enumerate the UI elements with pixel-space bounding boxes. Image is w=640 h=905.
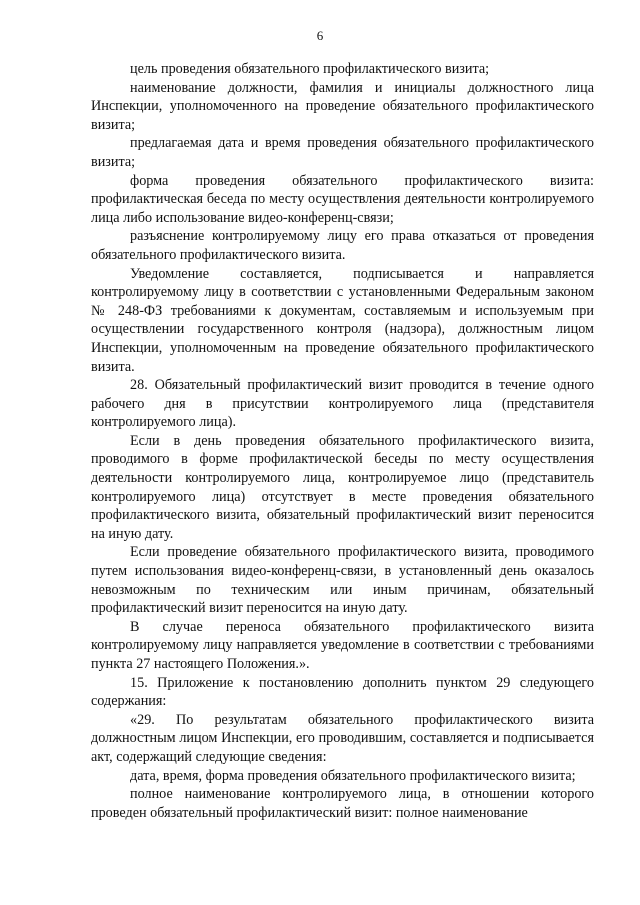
paragraph: 28. Обязательный профилактический визит проводится в течение одного рабочего дня в присутствии контролируемого лица (представителя контролируемого лица).: [91, 377, 594, 431]
paragraph: полное наименование контролируемого лица, в отношении которого проведен обязательный профилактический визит: полное наименование: [91, 786, 594, 821]
paragraph: наименование должности, фамилия и инициалы должностного лица Инспекции, уполномоченного на проведение обязательного профилактического визита;: [91, 79, 594, 133]
paragraph: цель проведения обязательного профилактического визита;: [130, 61, 490, 77]
paragraph: форма проведения обязательного профилактического визита: профилактическая беседа по месту осуществления деятельности контролируемого лица либо использование видео-конференц-связи;: [91, 172, 594, 226]
paragraph: предлагаемая дата и время проведения обязательного профилактического визита;: [91, 135, 594, 170]
page-number: 6: [316, 28, 324, 43]
paragraph: «29. По результатам обязательного профилактического визита должностным лицом Инспекции, его проводившим, составляется и подписывается акт, содержащий следующие сведения:: [91, 711, 594, 765]
paragraph: В случае переноса обязательного профилактического визита контролируемому лицу направляется уведомление в соответствии с требованиями пункта 27 настоящего Положения.».: [91, 618, 594, 672]
paragraph: 15. Приложение к постановлению дополнить пунктом 29 следующего содержания:: [91, 674, 594, 710]
paragraph: Если проведение обязательного профилактического визита, проводимого путем использования видео-конференц-связи, в установленный день оказалось невозможным по техническим или иным причинам, обязательный профилактический визит переносится на иную дату.: [91, 544, 594, 617]
paragraph: Уведомление составляется, подписывается и направляется контролируемому лицу в соответствии с установленными Федеральным законом № 248-ФЗ требованиями к документам, составляемым и используемым при осуществлении государственного контроля (надзора), должностным лицом Инспекции, уполномоченным на проведение обязательного профилактического визита.: [91, 265, 594, 375]
paragraph: дата, время, форма проведения обязательного профилактического визита;: [130, 767, 576, 784]
paragraph: разъяснение контролируемому лицу его права отказаться от проведения обязательного профилактического визита.: [91, 228, 594, 263]
document-body: [91, 60, 594, 822]
paragraph: Если в день проведения обязательного профилактического визита, проводимого в форме профилактической беседы по месту осуществления деятельности контролируемого лица, контролируемое лицо (представитель контролируемого лица) отсутствует в месте проведения обязательного профилактического визита, обязательный профилактический визит переносится на иную дату.: [91, 432, 594, 542]
